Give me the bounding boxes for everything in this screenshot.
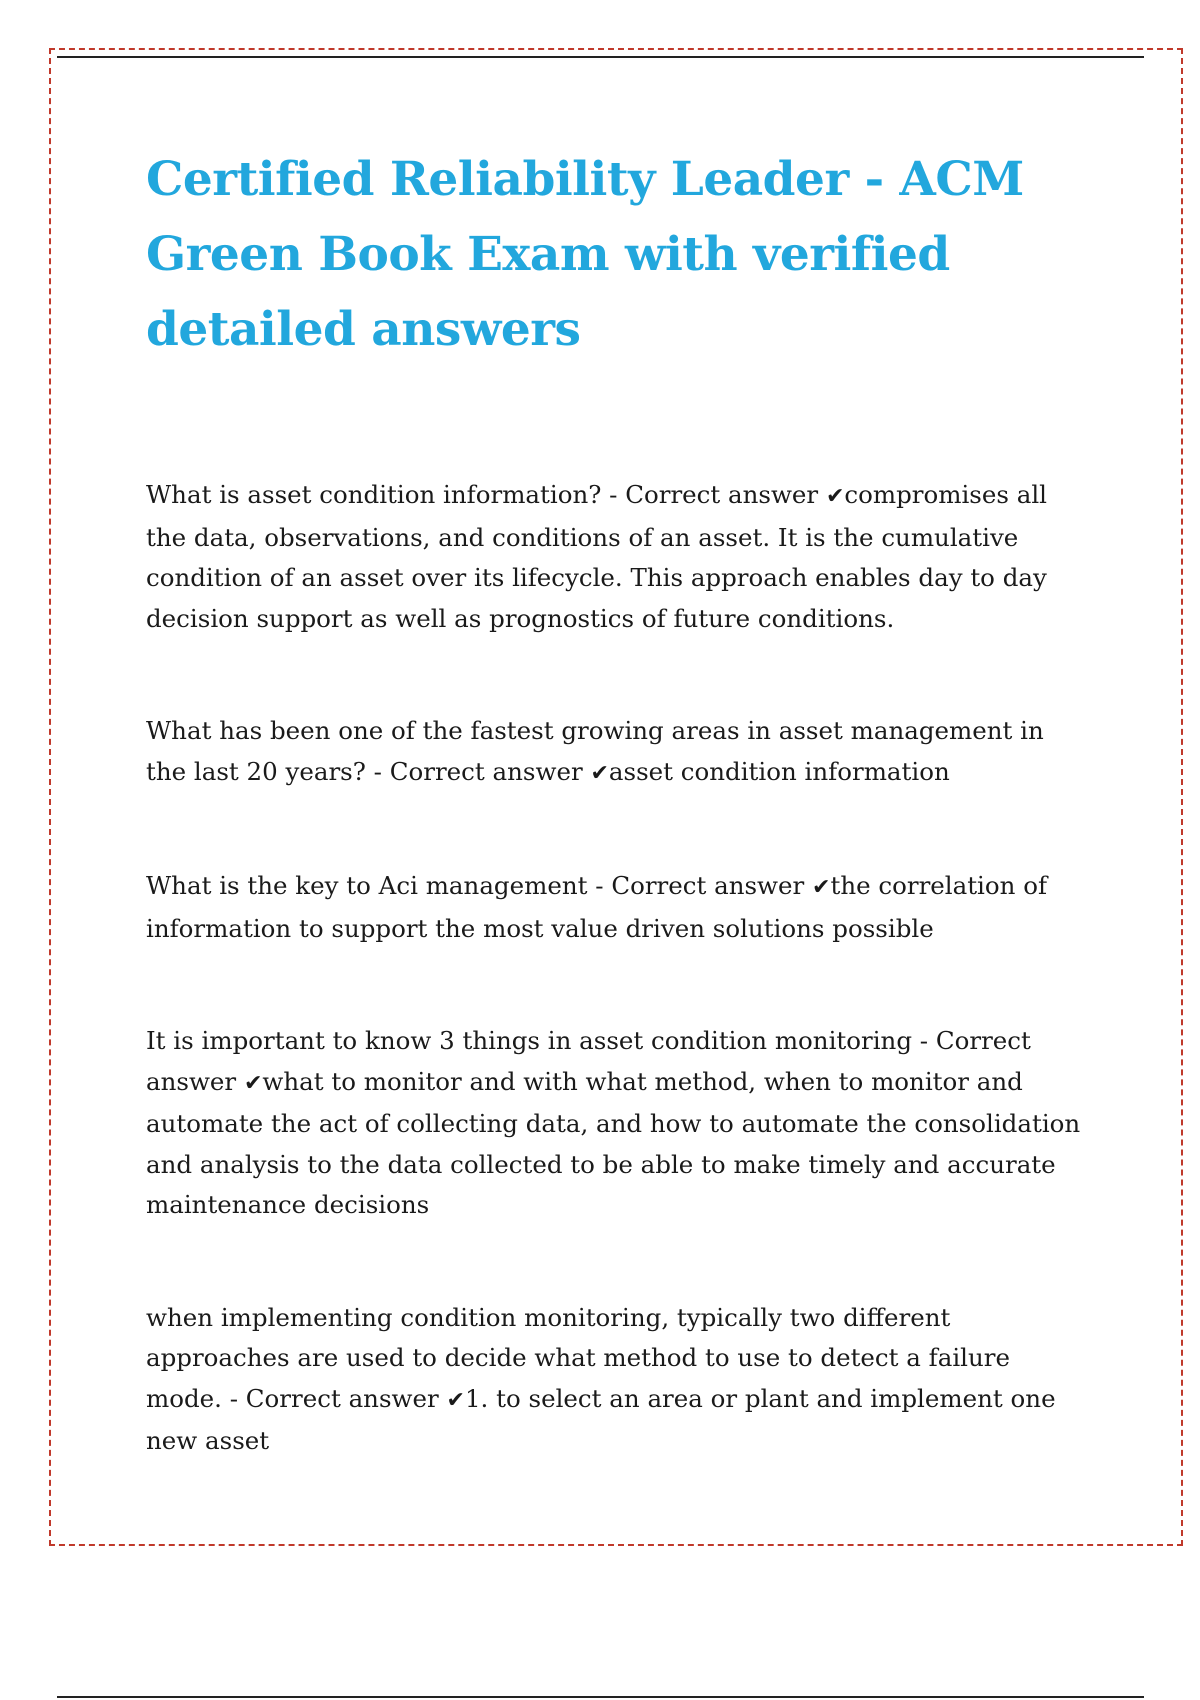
checkmark-icon: ✔ [812, 875, 831, 900]
answer-text: what to monitor and with what method, when to monitor and automate the act of collecting data, and how to automate the consolidation and analysis to the data collected to be able to make timely and accurate maintenance decisions [146, 1066, 1081, 1219]
qa-item-1 [146, 475, 1086, 639]
qa-item-3 [146, 866, 1086, 949]
question-text: What has been one of the fastest growing areas in asset management in the last 20 years? - Correct answer [146, 716, 1044, 786]
qa-item-4 [146, 1021, 1086, 1226]
checkmark-icon: ✔ [446, 1387, 465, 1413]
question-text: It is important to know 3 things in asset condition monitoring - Correct answer [146, 1026, 1031, 1096]
checkmark-icon: ✔ [590, 760, 609, 786]
checkmark-icon: ✔ [825, 484, 845, 509]
answer-text: compromises all the data, observations, and conditions of an asset. It is the cumulative condition of an asset over its lifecycle. This approach enables day to day decision support as well as prognostics of future conditions. [146, 480, 1048, 633]
answer-text: asset condition information [608, 756, 950, 786]
bottom-rule [57, 1696, 1144, 1698]
answer-text: the correlation of information to support the most value driven solutions possible [146, 871, 1048, 943]
qa-item-2 [146, 711, 1086, 794]
question-text: What is the key to Aci management - Correct answer [146, 871, 805, 900]
document-title: Certified Reliability Leader - ACM Green Book Exam with verified detailed answers [146, 152, 1024, 357]
checkmark-icon: ✔ [243, 1070, 263, 1096]
answer-text: 1. to select an area or plant and implement one new asset [146, 1383, 1056, 1455]
qa-item-5 [146, 1298, 1086, 1462]
qa-list [146, 475, 1086, 1462]
question-text: What is asset condition information? - Correct answer [146, 480, 819, 509]
top-rule [57, 56, 1144, 58]
question-text: when implementing condition monitoring, typically two different approaches are used to decide what method to use to detect a failure mode. - Correct answer [146, 1302, 1011, 1413]
